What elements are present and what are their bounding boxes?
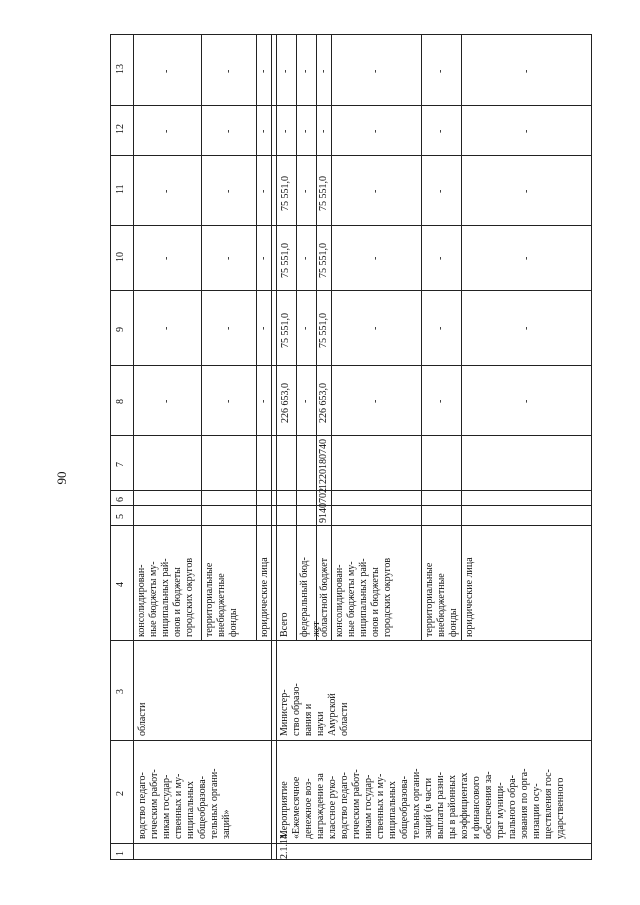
block-b-row-3-col-8: -: [370, 399, 381, 403]
block-b-row-label-0: Всего: [279, 612, 290, 637]
block-b-row-5-col-12: -: [521, 129, 532, 133]
block-a-row-2-col-9: -: [258, 326, 269, 331]
block-b-row-1-col-11: -: [300, 189, 311, 193]
block-b-row-2-col-12: -: [318, 129, 329, 133]
block-a-row-label-0: консолидирован- ные бюджеты му- ниципальных рай- онов и бюджеты городских округов: [136, 557, 195, 637]
block-b-row-0-col-12: -: [280, 129, 291, 133]
grid-line: [111, 290, 591, 291]
block-b-row-3-col-12: -: [370, 129, 381, 133]
column-number-12: 12: [115, 124, 126, 134]
block-b-row-4-col-9: -: [435, 326, 446, 331]
grid-line: [111, 740, 591, 741]
column-number-2: 2: [115, 790, 126, 796]
grid-line: [111, 843, 591, 844]
grid-line: [111, 365, 591, 366]
block-b-row-label-3: консолидирован- ные бюджеты му- ниципальных рай- онов и бюджеты городских округов: [334, 557, 393, 637]
block-b-row-0-col-8: 226 653,0: [280, 383, 291, 424]
block-b-measure-text: Мероприятие «Ежемесячное денежное воз- награждение за классное руко- водство педаго- гическим работ- никам государ- ственных и му- ниципальных общеобразова- тельных органи- заций (в части выплаты разни- цы в районных коэффициентах и финансового обеспечения за- трат муници- пального обра- зования по орга- низации осу- ществления гос- ударственного: [279, 768, 566, 839]
grid-line: [271, 35, 272, 859]
block-a-row-1-col-8: -: [222, 399, 234, 403]
block-b-row-3-col-10: -: [370, 256, 381, 261]
block-b-row-3-col-9: -: [370, 326, 381, 331]
grid-line: [133, 35, 134, 859]
grid-line: [256, 35, 257, 640]
block-a-row-0-col-12: -: [161, 129, 172, 133]
block-b-row-4-col-12: -: [435, 129, 446, 133]
block-b-row-label-5: юридические лица: [464, 557, 475, 637]
block-b-row-1-col-12: -: [300, 129, 311, 133]
block-a-row-0-col-13: -: [161, 69, 172, 73]
column-number-5: 5: [115, 514, 126, 519]
block-a-row-2-col-10: -: [258, 256, 269, 261]
grid-line: [296, 35, 297, 640]
column-number-13: 13: [115, 64, 126, 74]
block-a-row-0-col-9: -: [161, 326, 172, 331]
block-b-row-2-col-11: 75 551,0: [318, 175, 329, 211]
grid-line: [111, 505, 591, 506]
block-a-row-1-col-13: -: [222, 69, 234, 73]
block-b-row-5-col-10: -: [521, 256, 532, 261]
block-a-row-1-col-9: -: [222, 326, 234, 331]
grid-line: [111, 225, 591, 226]
block-b-row-0-col-9: 75 551,0: [280, 313, 291, 349]
grid-line: [461, 35, 462, 640]
block-b-row-2-col-9: 75 551,0: [318, 313, 329, 349]
block-b-row-4-col-13: -: [435, 69, 446, 73]
column-number-10: 10: [115, 251, 126, 262]
block-b-row-3-col-11: -: [370, 189, 381, 193]
column-number-1: 1: [115, 851, 126, 856]
block-a-row-label-2: юридические лица: [259, 557, 270, 637]
block-a-row-2-col-12: -: [258, 129, 269, 133]
block-b-row-2-col-13: -: [318, 69, 329, 73]
block-b-row-0-col-13: -: [280, 69, 291, 73]
block-a-measure-text: водство педаго- гическим работ- никам государ- ственных и му- ниципальных общеобразова- тельных органи- заций»: [137, 768, 232, 839]
block-b-row-label-2: областной бюджет: [319, 557, 330, 637]
block-b-row-5-col-11: -: [521, 189, 532, 193]
column-number-7: 7: [115, 461, 126, 467]
block-b-row-5-col-13: -: [521, 69, 532, 73]
block-a-row-1-col-10: -: [222, 256, 234, 261]
grid-line: [331, 35, 332, 640]
block-b-row-5-col-8: -: [521, 399, 532, 403]
block-a-row-2-col-11: -: [258, 189, 269, 193]
grid-line: [111, 490, 591, 491]
block-b-row-3-col-13: -: [370, 69, 381, 73]
grid-line: [111, 105, 591, 106]
block-b-row-label-4: территориальные внебюджетные фонды: [424, 562, 459, 637]
block-b-row-2-col-10: 75 551,0: [318, 243, 329, 279]
grid-line: [276, 35, 277, 859]
block-b-row-label-1: федеральный бюд- жет: [299, 557, 322, 637]
column-number-11: 11: [115, 184, 126, 194]
block-b-responsible: Министер- ство образо- вания и науки Амурской области: [279, 683, 350, 736]
column-number-4: 4: [115, 581, 126, 587]
block-a-row-1-col-12: -: [222, 129, 234, 133]
block-b-row-2-code-5: 914: [318, 507, 329, 523]
grid-line: [111, 155, 591, 156]
column-number-8: 8: [115, 399, 126, 404]
block-a-row-1-col-11: -: [222, 189, 234, 193]
block-a-row-label-1: территориальные внебюджетные фонды: [204, 562, 239, 637]
block-a-row-2-col-8: -: [258, 399, 269, 403]
grid-line: [111, 640, 591, 641]
block-a-row-0-col-10: -: [161, 256, 172, 261]
column-number-9: 9: [115, 326, 126, 332]
block-b-row-1-col-9: -: [300, 326, 311, 331]
block-a-row-0-col-11: -: [161, 189, 172, 193]
grid-line: [201, 35, 202, 640]
grid-line: [111, 435, 591, 436]
block-b-row-1-col-13: -: [300, 69, 311, 73]
page-number: 90: [54, 471, 69, 485]
grid-line: [421, 35, 422, 640]
block-a-row-2-col-13: -: [258, 69, 269, 73]
block-a-responsible: области: [137, 702, 148, 736]
block-b-row-4-col-11: -: [435, 189, 446, 193]
block-b-row-2-col-8: 226 653,0: [318, 383, 329, 424]
block-b-row-1-col-10: -: [300, 256, 311, 261]
block-b-row-4-col-10: -: [435, 256, 446, 261]
block-b-row-1-col-8: -: [300, 399, 311, 403]
column-number-6: 6: [115, 496, 126, 502]
block-b-row-2-code-6: 0702: [318, 487, 329, 508]
block-b-row-0-col-11: 75 551,0: [280, 175, 291, 211]
column-number-3: 3: [115, 689, 126, 694]
grid-line: [111, 525, 591, 526]
block-a-row-0-col-8: -: [161, 399, 172, 403]
budget-table: [110, 34, 592, 860]
block-b-row-5-col-9: -: [521, 326, 532, 331]
block-b-row-4-col-8: -: [435, 399, 446, 403]
block-b-row-0-col-10: 75 551,0: [280, 243, 291, 279]
grid-line: [316, 35, 317, 640]
block-b-row-2-code-7: 1220180740: [318, 438, 329, 489]
block-b-number: 2.1.14.: [279, 831, 290, 859]
